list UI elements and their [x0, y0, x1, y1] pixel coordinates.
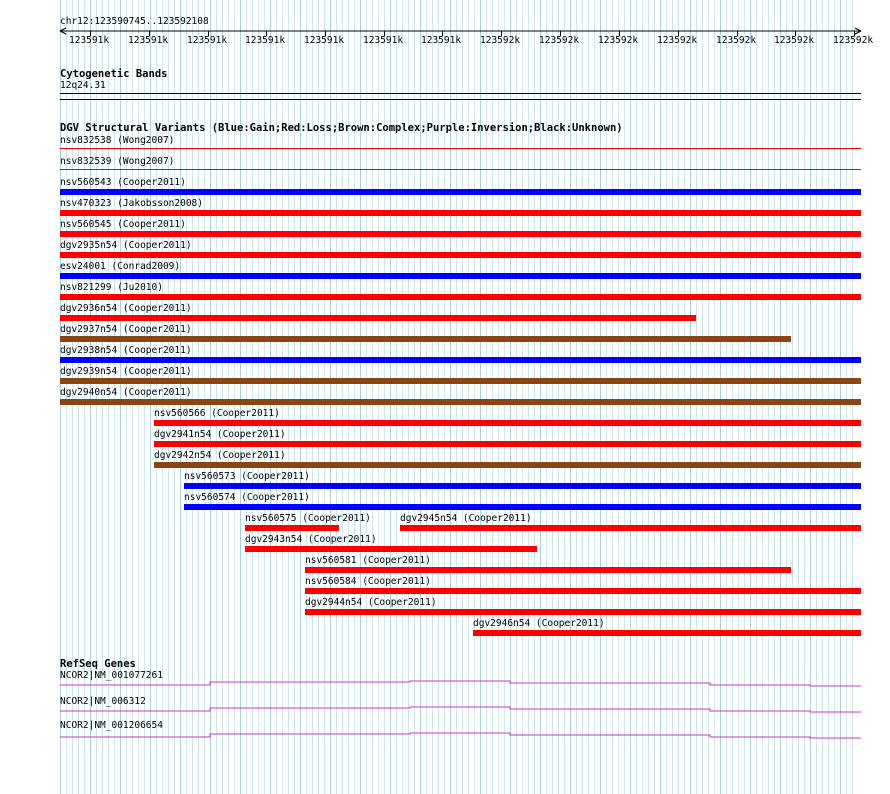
variant-label[interactable]: nsv560566 (Cooper2011) [154, 408, 280, 419]
variant-label[interactable]: dgv2945n54 (Cooper2011) [400, 513, 532, 524]
variant-label[interactable]: dgv2942n54 (Cooper2011) [154, 450, 286, 461]
ruler-tick-label: 123592k [598, 35, 639, 46]
variant-label[interactable]: dgv2941n54 (Cooper2011) [154, 429, 286, 440]
variant-label[interactable]: nsv560581 (Cooper2011) [305, 555, 431, 566]
variant-label[interactable]: nsv832539 (Wong2007) [60, 156, 175, 167]
ruler-tick-label: 123591k [187, 35, 228, 46]
gene-transcript-line [60, 707, 861, 712]
variant-label[interactable]: nsv560545 (Cooper2011) [60, 219, 186, 230]
variant-label[interactable]: nsv560573 (Cooper2011) [184, 471, 310, 482]
variant-label[interactable]: dgv2935n54 (Cooper2011) [60, 240, 192, 251]
variant-label[interactable]: dgv2938n54 (Cooper2011) [60, 345, 192, 356]
ruler-tick-label: 123591k [304, 35, 345, 46]
variant-label[interactable]: dgv2939n54 (Cooper2011) [60, 366, 192, 377]
variant-label[interactable]: dgv2937n54 (Cooper2011) [60, 324, 192, 335]
gene-label[interactable]: NCOR2|NM_001206654 [60, 720, 163, 731]
variant-label[interactable]: nsv560574 (Cooper2011) [184, 492, 310, 503]
cytoband-label: 12q24.31 [60, 80, 106, 91]
variant-label[interactable]: nsv470323 (Jakobsson2008) [60, 198, 203, 209]
gene-label[interactable]: NCOR2|NM_001077261 [60, 670, 163, 681]
refseq-track-title: RefSeq Genes [60, 658, 136, 670]
ruler-tick-label: 123592k [539, 35, 580, 46]
variant-label[interactable]: esv24001 (Conrad2009) [60, 261, 181, 272]
ruler-tick-label: 123591k [245, 35, 286, 46]
ruler-tick-label: 123591k [421, 35, 462, 46]
ruler-tick-label: 123592k [833, 35, 874, 46]
variant-label[interactable]: nsv560584 (Cooper2011) [305, 576, 431, 587]
ruler-tick-label: 123591k [363, 35, 404, 46]
gene-transcript-line [60, 681, 861, 686]
cytoband-title: Cytogenetic Bands [60, 68, 168, 80]
ruler-tick-label: 123592k [716, 35, 757, 46]
variant-label[interactable]: nsv560575 (Cooper2011) [245, 513, 371, 524]
ruler-tick-label: 123592k [480, 35, 521, 46]
ruler-range-label: chr12:123590745..123592108 [60, 16, 209, 27]
ruler-tick-label: 123591k [128, 35, 169, 46]
gene-transcript-line [60, 733, 861, 738]
variant-label[interactable]: dgv2944n54 (Cooper2011) [305, 597, 437, 608]
ruler-tick-label: 123592k [774, 35, 815, 46]
ruler-tick-label: 123591k [69, 35, 110, 46]
variant-label[interactable]: dgv2940n54 (Cooper2011) [60, 387, 192, 398]
variant-label[interactable]: nsv560543 (Cooper2011) [60, 177, 186, 188]
variant-label[interactable]: dgv2943n54 (Cooper2011) [245, 534, 377, 545]
variant-label[interactable]: dgv2936n54 (Cooper2011) [60, 303, 192, 314]
variant-label[interactable]: dgv2946n54 (Cooper2011) [473, 618, 605, 629]
dgv-track-title: DGV Structural Variants (Blue:Gain;Red:Loss;Brown:Complex;Purple:Inversion;Black:Unknown) [60, 122, 623, 134]
variant-label[interactable]: nsv832538 (Wong2007) [60, 135, 175, 146]
gene-label[interactable]: NCOR2|NM_006312 [60, 696, 146, 707]
variant-label[interactable]: nsv821299 (Ju2010) [60, 282, 163, 293]
ruler-tick-label: 123592k [657, 35, 698, 46]
